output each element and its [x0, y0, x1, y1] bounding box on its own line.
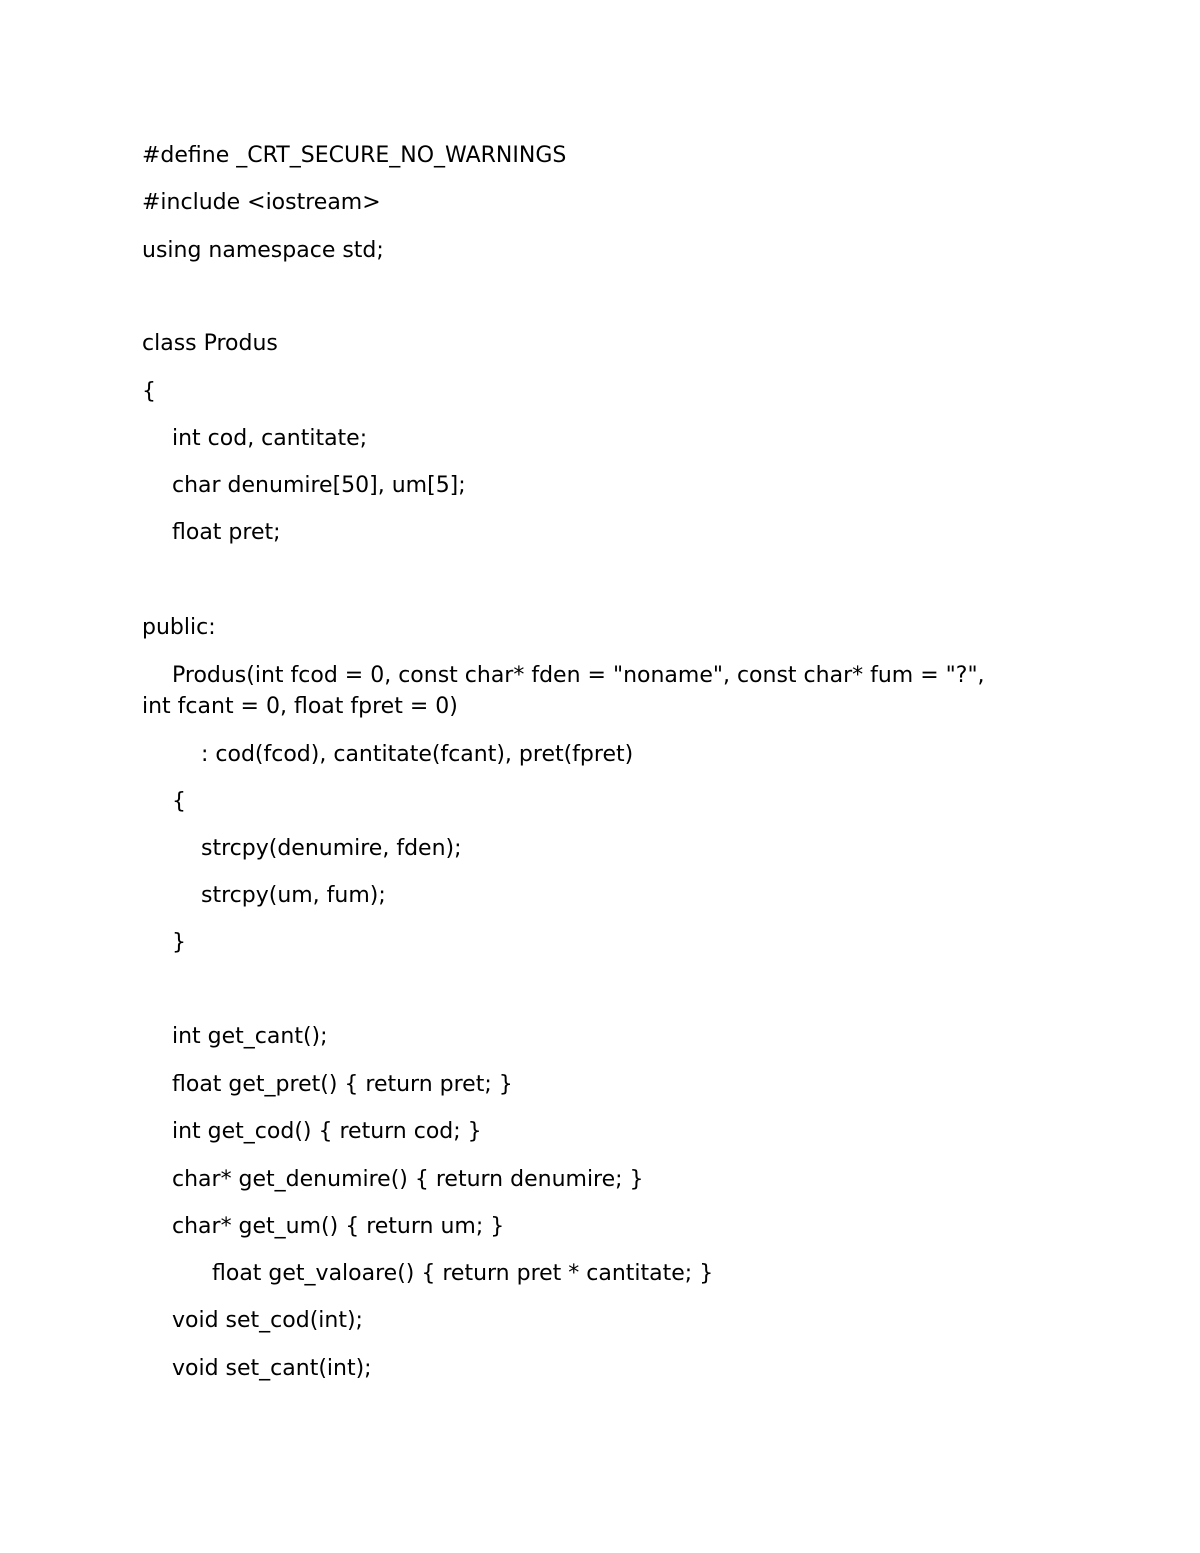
code-line: #include <iostream>	[142, 190, 381, 215]
code-line: strcpy(denumire, fden);	[201, 836, 462, 861]
code-line: strcpy(um, fum);	[201, 883, 386, 908]
code-line: int fcant = 0, float fpret = 0)	[142, 694, 458, 719]
code-line: : cod(fcod), cantitate(fcant), pret(fpret)	[201, 742, 634, 767]
code-line: void set_cant(int);	[172, 1356, 372, 1381]
code-line: int get_cod() { return cod; }	[172, 1119, 482, 1144]
code-line: Produs(int fcod = 0, const char* fden = "noname", const char* fum = "?",	[172, 663, 985, 688]
code-line: public:	[142, 615, 216, 640]
code-line: #define _CRT_SECURE_NO_WARNINGS	[142, 143, 567, 168]
code-line: float pret;	[172, 520, 281, 545]
code-line: int get_cant();	[172, 1024, 328, 1049]
code-line: float get_pret() { return pret; }	[172, 1072, 513, 1097]
code-line: char denumire[50], um[5];	[172, 473, 466, 498]
code-line: class Produs	[142, 331, 278, 356]
code-line: }	[172, 930, 186, 955]
code-line: int cod, cantitate;	[172, 426, 368, 451]
code-line: {	[172, 789, 186, 814]
code-line: char* get_um() { return um; }	[172, 1214, 505, 1239]
code-line: char* get_denumire() { return denumire; }	[172, 1167, 644, 1192]
code-line: {	[142, 379, 156, 404]
code-line: using namespace std;	[142, 238, 384, 263]
code-line: float get_valoare() { return pret * cantitate; }	[212, 1261, 714, 1286]
code-line: void set_cod(int);	[172, 1308, 363, 1333]
